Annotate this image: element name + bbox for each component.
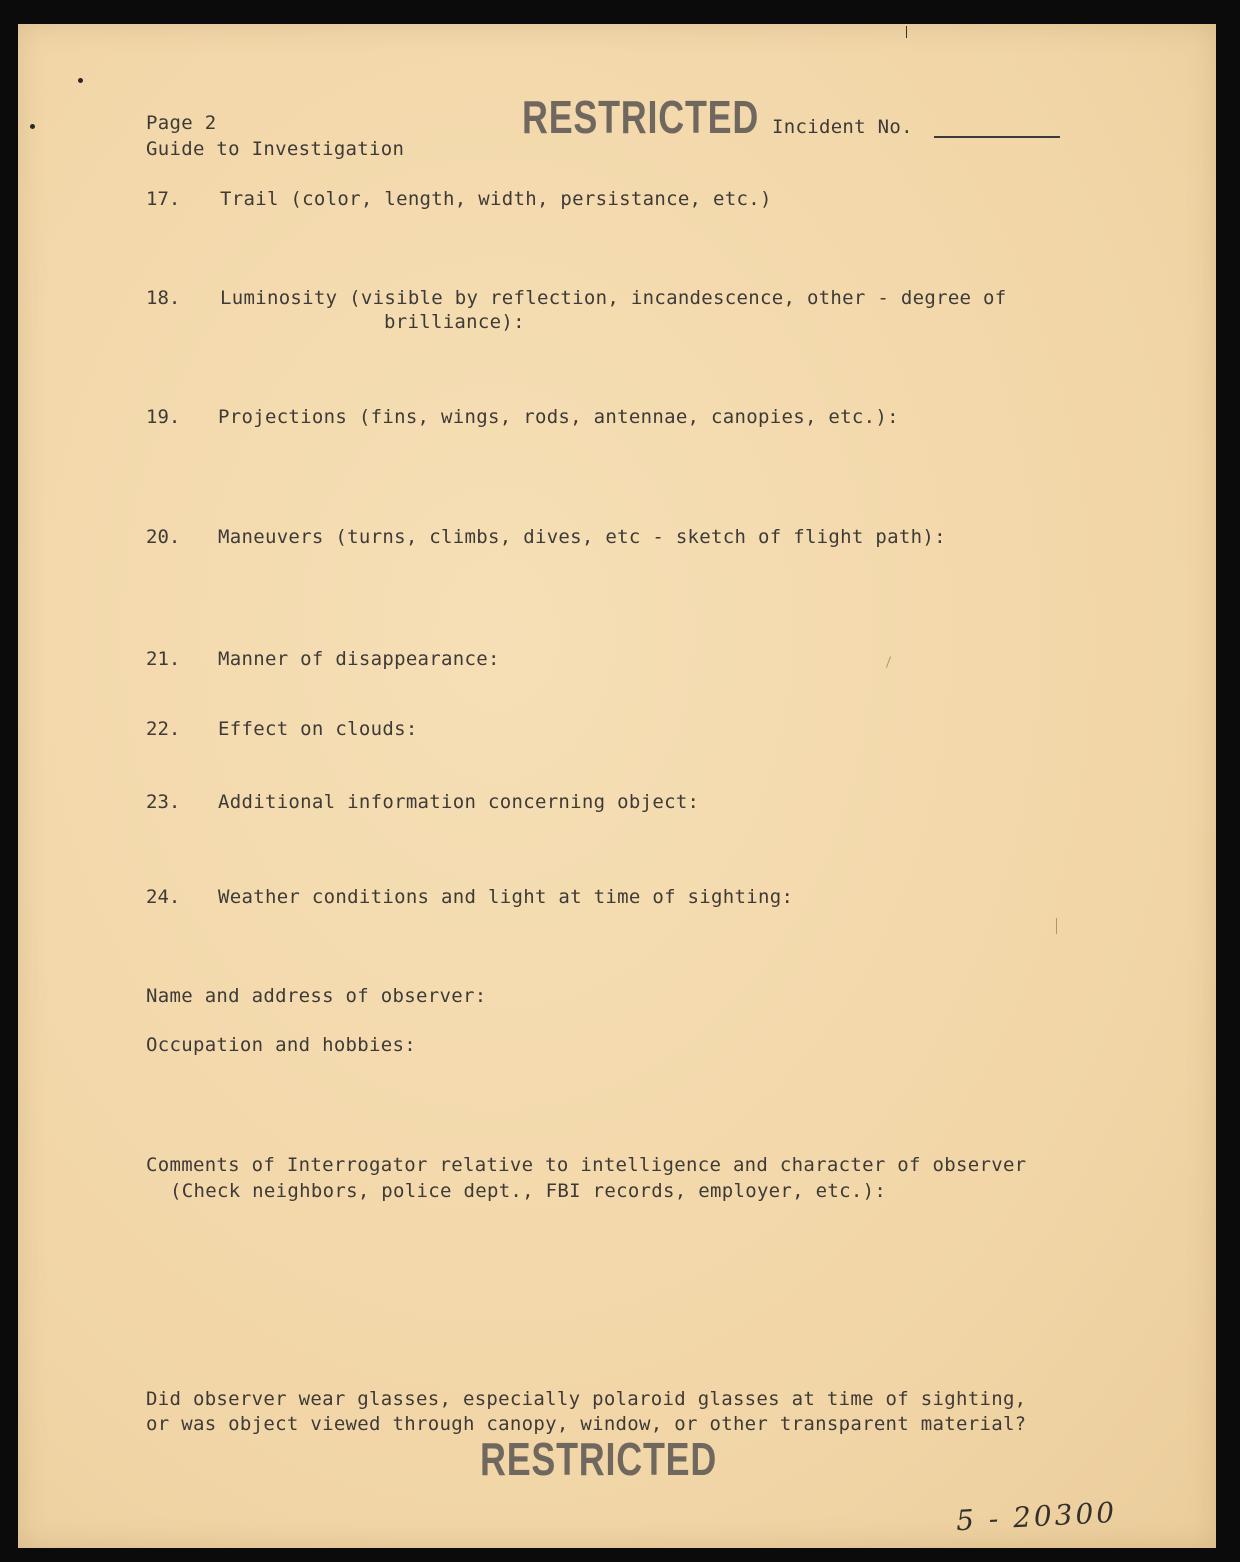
item-number-17: 17. xyxy=(146,188,181,210)
document-subtitle: Guide to Investigation xyxy=(146,138,405,160)
item-17-label: Trail (color, length, width, persistance, etc.) xyxy=(220,188,772,210)
item-number-19: 19. xyxy=(146,406,181,428)
item-number-21: 21. xyxy=(146,648,181,670)
interrogator-comments-label: Comments of Interrogator relative to intelligence and character of observer xyxy=(146,1154,1027,1176)
page-number: Page 2 xyxy=(146,112,217,134)
item-number-20: 20. xyxy=(146,526,181,548)
incident-number-label: Incident No. xyxy=(772,116,913,138)
item-18-label-continued: brilliance): xyxy=(384,311,525,333)
item-number-22: 22. xyxy=(146,718,181,740)
ink-speck xyxy=(30,124,35,129)
item-23-label: Additional information concerning object: xyxy=(218,791,700,813)
handwritten-file-number: 5 - 20300 xyxy=(955,1495,1118,1538)
observer-occupation-label: Occupation and hobbies: xyxy=(146,1034,416,1056)
document-page xyxy=(18,24,1216,1548)
item-20-label: Maneuvers (turns, climbs, dives, etc - sketch of flight path): xyxy=(218,526,946,548)
item-19-label: Projections (fins, wings, rods, antennae, canopies, etc.): xyxy=(218,406,899,428)
restricted-stamp-bottom: RESTRICTED xyxy=(480,1433,718,1485)
incident-number-field xyxy=(934,136,1060,138)
paper-mark xyxy=(906,26,907,38)
ink-speck xyxy=(78,78,83,83)
glasses-question-line1: Did observer wear glasses, especially polaroid glasses at time of sighting, xyxy=(146,1388,1027,1410)
item-number-18: 18. xyxy=(146,287,181,309)
interrogator-comments-note: (Check neighbors, police dept., FBI records, employer, etc.): xyxy=(170,1180,887,1202)
item-24-label: Weather conditions and light at time of sighting: xyxy=(218,886,794,908)
glasses-question-line2: or was object viewed through canopy, window, or other transparent material? xyxy=(146,1413,1027,1435)
item-18-label: Luminosity (visible by reflection, incandescence, other - degree of xyxy=(220,287,1007,309)
observer-name-address-label: Name and address of observer: xyxy=(146,985,487,1007)
paper-mark xyxy=(1056,918,1057,934)
restricted-stamp-top: RESTRICTED xyxy=(522,91,760,143)
item-22-label: Effect on clouds: xyxy=(218,718,418,740)
item-number-23: 23. xyxy=(146,791,181,813)
item-number-24: 24. xyxy=(146,886,181,908)
item-21-label: Manner of disappearance: xyxy=(218,648,500,670)
